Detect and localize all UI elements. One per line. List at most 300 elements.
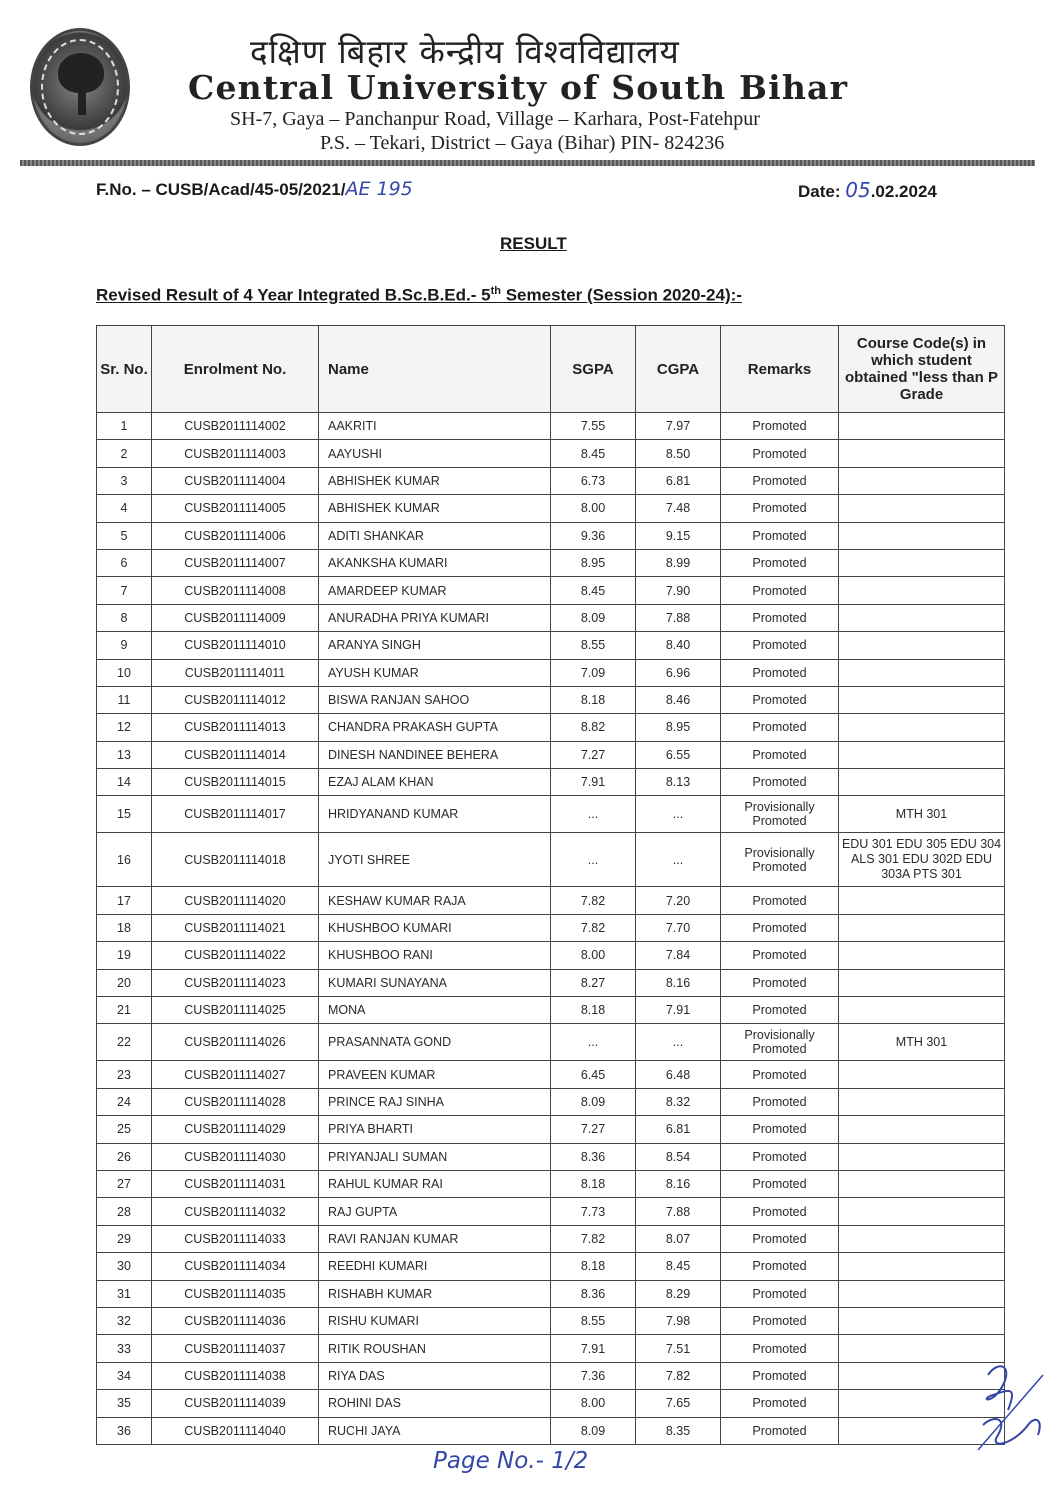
cell-cgpa: 7.51 xyxy=(636,1335,721,1362)
col-header-remarks: Remarks xyxy=(721,326,839,413)
cell-sgpa: 7.82 xyxy=(551,914,636,941)
handwritten-page-number: Page No.- 1/2 xyxy=(433,1448,589,1474)
cell-cgpa: 8.40 xyxy=(636,632,721,659)
cell-sgpa: 9.36 xyxy=(551,522,636,549)
cell-student-name: PRINCE RAJ SINHA xyxy=(319,1088,551,1115)
table-row xyxy=(97,1335,1005,1362)
cell-sr-no: 23 xyxy=(97,1061,152,1088)
cell-cgpa: 7.90 xyxy=(636,577,721,604)
cell-student-name: KUMARI SUNAYANA xyxy=(319,969,551,996)
cell-enrolment-no: CUSB2011114033 xyxy=(152,1225,319,1252)
cell-course-codes: MTH 301 xyxy=(839,1024,1005,1061)
cell-enrolment-no: CUSB2011114022 xyxy=(152,942,319,969)
cell-enrolment-no: CUSB2011114030 xyxy=(152,1143,319,1170)
cell-cgpa: 7.88 xyxy=(636,604,721,631)
cell-sr-no: 19 xyxy=(97,942,152,969)
cell-sgpa: ... xyxy=(551,796,636,833)
table-row xyxy=(97,522,1005,549)
file-number xyxy=(96,178,413,200)
cell-enrolment-no: CUSB2011114028 xyxy=(152,1088,319,1115)
cell-sr-no: 24 xyxy=(97,1088,152,1115)
cell-sr-no: 28 xyxy=(97,1198,152,1225)
cell-student-name: BISWA RANJAN SAHOO xyxy=(319,686,551,713)
table-header-row xyxy=(97,326,1005,413)
cell-sr-no: 21 xyxy=(97,997,152,1024)
cell-cgpa: 9.15 xyxy=(636,522,721,549)
cell-remarks: Promoted xyxy=(721,1170,839,1197)
cell-sgpa: 8.00 xyxy=(551,1390,636,1417)
table-row xyxy=(97,796,1005,833)
cell-sgpa: 7.55 xyxy=(551,413,636,440)
cell-enrolment-no: CUSB2011114003 xyxy=(152,440,319,467)
cell-enrolment-no: CUSB2011114035 xyxy=(152,1280,319,1307)
cell-cgpa: 8.95 xyxy=(636,714,721,741)
cell-course-codes xyxy=(839,997,1005,1024)
cell-remarks: Promoted xyxy=(721,969,839,996)
cell-remarks: Promoted xyxy=(721,440,839,467)
cell-sr-no: 20 xyxy=(97,969,152,996)
cell-sgpa: 8.18 xyxy=(551,1253,636,1280)
cell-course-codes xyxy=(839,1170,1005,1197)
cell-remarks: Provisionally Promoted xyxy=(721,796,839,833)
col-header-sr-no: Sr. No. xyxy=(97,326,152,413)
cell-student-name: ABHISHEK KUMAR xyxy=(319,467,551,494)
table-row xyxy=(97,1116,1005,1143)
cell-remarks: Promoted xyxy=(721,659,839,686)
cell-sgpa: 7.73 xyxy=(551,1198,636,1225)
cell-cgpa: 8.99 xyxy=(636,549,721,576)
cell-remarks: Promoted xyxy=(721,1198,839,1225)
cell-student-name: DINESH NANDINEE BEHERA xyxy=(319,741,551,768)
cell-student-name: RITIK ROUSHAN xyxy=(319,1335,551,1362)
cell-student-name: JYOTI SHREE xyxy=(319,833,551,887)
cell-student-name: PRIYA BHARTI xyxy=(319,1116,551,1143)
cell-sgpa: 8.18 xyxy=(551,997,636,1024)
cell-enrolment-no: CUSB2011114020 xyxy=(152,887,319,914)
table-row xyxy=(97,549,1005,576)
cell-sgpa: 7.36 xyxy=(551,1362,636,1389)
cell-sr-no: 17 xyxy=(97,887,152,914)
cell-course-codes xyxy=(839,1225,1005,1252)
table-row xyxy=(97,1417,1005,1444)
table-row xyxy=(97,1362,1005,1389)
date-label: Date: xyxy=(798,182,841,201)
cell-student-name: HRIDYANAND KUMAR xyxy=(319,796,551,833)
cell-cgpa: ... xyxy=(636,796,721,833)
cell-enrolment-no: CUSB2011114023 xyxy=(152,969,319,996)
col-header-cgpa: CGPA xyxy=(636,326,721,413)
cell-course-codes: EDU 301 EDU 305 EDU 304 ALS 301 EDU 302D EDU 303A PTS 301 xyxy=(839,833,1005,887)
table-row xyxy=(97,1225,1005,1252)
table-row xyxy=(97,1390,1005,1417)
cell-cgpa: ... xyxy=(636,833,721,887)
cell-course-codes xyxy=(839,1088,1005,1115)
cell-student-name: RISHABH KUMAR xyxy=(319,1280,551,1307)
cell-cgpa: 7.91 xyxy=(636,997,721,1024)
cell-cgpa: 7.20 xyxy=(636,887,721,914)
cell-student-name: ADITI SHANKAR xyxy=(319,522,551,549)
cell-enrolment-no: CUSB2011114018 xyxy=(152,833,319,887)
document-date xyxy=(798,178,937,202)
cell-cgpa: 7.82 xyxy=(636,1362,721,1389)
cell-cgpa: 8.07 xyxy=(636,1225,721,1252)
cell-student-name: REEDHI KUMARI xyxy=(319,1253,551,1280)
cell-remarks: Promoted xyxy=(721,495,839,522)
cell-sgpa: 8.18 xyxy=(551,1170,636,1197)
cell-course-codes xyxy=(839,549,1005,576)
cell-cgpa: 8.54 xyxy=(636,1143,721,1170)
cell-sr-no: 30 xyxy=(97,1253,152,1280)
cell-cgpa: 7.48 xyxy=(636,495,721,522)
cell-remarks: Promoted xyxy=(721,769,839,796)
cell-enrolment-no: CUSB2011114021 xyxy=(152,914,319,941)
cell-sgpa: 8.00 xyxy=(551,942,636,969)
cell-remarks: Promoted xyxy=(721,1088,839,1115)
address-line-1: SH-7, Gaya – Panchanpur Road, Village – Karhara, Post-Fatehpur xyxy=(230,108,760,130)
cell-sr-no: 16 xyxy=(97,833,152,887)
cell-cgpa: 8.29 xyxy=(636,1280,721,1307)
university-name-english: Central University of South Bihar xyxy=(188,68,849,107)
cell-remarks: Promoted xyxy=(721,1362,839,1389)
table-row xyxy=(97,1143,1005,1170)
cell-remarks: Promoted xyxy=(721,604,839,631)
cell-sgpa: 7.82 xyxy=(551,1225,636,1252)
table-row xyxy=(97,1253,1005,1280)
cell-course-codes xyxy=(839,887,1005,914)
cell-cgpa: 6.81 xyxy=(636,467,721,494)
cell-sr-no: 4 xyxy=(97,495,152,522)
cell-sgpa: ... xyxy=(551,1024,636,1061)
cell-remarks: Promoted xyxy=(721,522,839,549)
cell-remarks: Promoted xyxy=(721,741,839,768)
table-row xyxy=(97,1024,1005,1061)
cell-cgpa: 6.96 xyxy=(636,659,721,686)
cell-cgpa: 7.97 xyxy=(636,413,721,440)
cell-sr-no: 18 xyxy=(97,914,152,941)
cell-student-name: RUCHI JAYA xyxy=(319,1417,551,1444)
cell-enrolment-no: CUSB2011114014 xyxy=(152,741,319,768)
cell-sr-no: 25 xyxy=(97,1116,152,1143)
cell-remarks: Promoted xyxy=(721,1225,839,1252)
cell-sgpa: 8.09 xyxy=(551,604,636,631)
cell-course-codes xyxy=(839,632,1005,659)
table-row xyxy=(97,741,1005,768)
cell-sgpa: 7.91 xyxy=(551,769,636,796)
subtitle-text: Revised Result of 4 Year Integrated B.Sc.B.Ed.- 5 xyxy=(96,285,491,305)
cell-cgpa: 8.45 xyxy=(636,1253,721,1280)
cell-student-name: RIYA DAS xyxy=(319,1362,551,1389)
university-name-hindi: दक्षिण बिहार केन्द्रीय विश्वविद्यालय xyxy=(250,32,680,71)
cell-remarks: Promoted xyxy=(721,632,839,659)
cell-enrolment-no: CUSB2011114029 xyxy=(152,1116,319,1143)
cell-enrolment-no: CUSB2011114039 xyxy=(152,1390,319,1417)
cell-enrolment-no: CUSB2011114008 xyxy=(152,577,319,604)
cell-student-name: AKANKSHA KUMARI xyxy=(319,549,551,576)
cell-course-codes xyxy=(839,1143,1005,1170)
cell-sr-no: 15 xyxy=(97,796,152,833)
table-row xyxy=(97,914,1005,941)
cell-enrolment-no: CUSB2011114040 xyxy=(152,1417,319,1444)
result-table xyxy=(96,325,1005,1445)
university-seal-logo xyxy=(30,28,130,146)
subtitle-superscript: th xyxy=(490,285,501,297)
cell-remarks: Promoted xyxy=(721,1307,839,1334)
cell-student-name: PRAVEEN KUMAR xyxy=(319,1061,551,1088)
cell-sgpa: 7.27 xyxy=(551,741,636,768)
cell-sgpa: 8.36 xyxy=(551,1143,636,1170)
cell-sgpa: 7.82 xyxy=(551,887,636,914)
cell-cgpa: 8.46 xyxy=(636,686,721,713)
cell-remarks: Promoted xyxy=(721,1417,839,1444)
col-header-enrolment: Enrolment No. xyxy=(152,326,319,413)
cell-course-codes xyxy=(839,741,1005,768)
cell-enrolment-no: CUSB2011114009 xyxy=(152,604,319,631)
cell-remarks: Promoted xyxy=(721,1061,839,1088)
cell-cgpa: 6.55 xyxy=(636,741,721,768)
cell-student-name: MONA xyxy=(319,997,551,1024)
cell-sgpa: 6.45 xyxy=(551,1061,636,1088)
cell-cgpa: 8.50 xyxy=(636,440,721,467)
col-header-sgpa: SGPA xyxy=(551,326,636,413)
cell-enrolment-no: CUSB2011114011 xyxy=(152,659,319,686)
cell-sgpa: 8.55 xyxy=(551,632,636,659)
cell-cgpa: 6.81 xyxy=(636,1116,721,1143)
cell-sr-no: 27 xyxy=(97,1170,152,1197)
cell-student-name: RAJ GUPTA xyxy=(319,1198,551,1225)
cell-enrolment-no: CUSB2011114036 xyxy=(152,1307,319,1334)
cell-course-codes xyxy=(839,440,1005,467)
table-row xyxy=(97,1061,1005,1088)
cell-student-name: AYUSH KUMAR xyxy=(319,659,551,686)
cell-cgpa: 7.84 xyxy=(636,942,721,969)
cell-course-codes xyxy=(839,686,1005,713)
cell-cgpa: 8.16 xyxy=(636,1170,721,1197)
cell-course-codes xyxy=(839,769,1005,796)
cell-cgpa: 7.88 xyxy=(636,1198,721,1225)
table-row xyxy=(97,887,1005,914)
cell-sr-no: 34 xyxy=(97,1362,152,1389)
cell-student-name: AAKRITI xyxy=(319,413,551,440)
result-heading: RESULT xyxy=(500,234,567,253)
cell-course-codes xyxy=(839,1307,1005,1334)
cell-course-codes xyxy=(839,1280,1005,1307)
cell-enrolment-no: CUSB2011114027 xyxy=(152,1061,319,1088)
cell-course-codes: MTH 301 xyxy=(839,796,1005,833)
handwritten-signature xyxy=(958,1355,1048,1465)
cell-remarks: Promoted xyxy=(721,1143,839,1170)
cell-remarks: Promoted xyxy=(721,1280,839,1307)
cell-remarks: Promoted xyxy=(721,714,839,741)
cell-sr-no: 31 xyxy=(97,1280,152,1307)
cell-sgpa: 8.18 xyxy=(551,686,636,713)
cell-sgpa: ... xyxy=(551,833,636,887)
cell-sr-no: 1 xyxy=(97,413,152,440)
cell-remarks: Promoted xyxy=(721,997,839,1024)
cell-enrolment-no: CUSB2011114037 xyxy=(152,1335,319,1362)
cell-remarks: Promoted xyxy=(721,577,839,604)
cell-sgpa: 8.95 xyxy=(551,549,636,576)
address-line-2: P.S. – Tekari, District – Gaya (Bihar) PIN- 824236 xyxy=(320,132,725,154)
cell-course-codes xyxy=(839,577,1005,604)
table-row xyxy=(97,1280,1005,1307)
col-header-course-codes: Course Code(s) in which student obtained "less than P Grade xyxy=(839,326,1005,413)
cell-student-name: ANURADHA PRIYA KUMARI xyxy=(319,604,551,631)
col-header-name: Name xyxy=(319,326,551,413)
cell-remarks: Provisionally Promoted xyxy=(721,833,839,887)
cell-remarks: Promoted xyxy=(721,887,839,914)
cell-student-name: RAHUL KUMAR RAI xyxy=(319,1170,551,1197)
table-row xyxy=(97,942,1005,969)
cell-enrolment-no: CUSB2011114012 xyxy=(152,686,319,713)
cell-student-name: EZAJ ALAM KHAN xyxy=(319,769,551,796)
cell-student-name: AMARDEEP KUMAR xyxy=(319,577,551,604)
cell-remarks: Provisionally Promoted xyxy=(721,1024,839,1061)
cell-enrolment-no: CUSB2011114013 xyxy=(152,714,319,741)
table-row xyxy=(97,969,1005,996)
cell-cgpa: 8.16 xyxy=(636,969,721,996)
cell-sr-no: 14 xyxy=(97,769,152,796)
cell-course-codes xyxy=(839,1198,1005,1225)
cell-enrolment-no: CUSB2011114005 xyxy=(152,495,319,522)
table-row xyxy=(97,632,1005,659)
table-row xyxy=(97,467,1005,494)
cell-sgpa: 8.00 xyxy=(551,495,636,522)
date-handwritten-day: 05 xyxy=(845,178,871,202)
cell-sr-no: 7 xyxy=(97,577,152,604)
table-row xyxy=(97,686,1005,713)
cell-enrolment-no: CUSB2011114006 xyxy=(152,522,319,549)
cell-sr-no: 33 xyxy=(97,1335,152,1362)
cell-enrolment-no: CUSB2011114032 xyxy=(152,1198,319,1225)
cell-course-codes xyxy=(839,969,1005,996)
cell-cgpa: 8.35 xyxy=(636,1417,721,1444)
cell-course-codes xyxy=(839,914,1005,941)
cell-course-codes xyxy=(839,714,1005,741)
cell-remarks: Promoted xyxy=(721,467,839,494)
cell-sr-no: 8 xyxy=(97,604,152,631)
cell-sr-no: 12 xyxy=(97,714,152,741)
cell-sgpa: 8.55 xyxy=(551,1307,636,1334)
cell-course-codes xyxy=(839,1253,1005,1280)
cell-course-codes xyxy=(839,467,1005,494)
table-row xyxy=(97,714,1005,741)
letterhead-divider xyxy=(20,160,1035,166)
cell-enrolment-no: CUSB2011114034 xyxy=(152,1253,319,1280)
cell-cgpa: 6.48 xyxy=(636,1061,721,1088)
cell-course-codes xyxy=(839,495,1005,522)
cell-student-name: ABHISHEK KUMAR xyxy=(319,495,551,522)
cell-student-name: KHUSHBOO RANI xyxy=(319,942,551,969)
cell-student-name: CHANDRA PRAKASH GUPTA xyxy=(319,714,551,741)
table-row xyxy=(97,1170,1005,1197)
cell-course-codes xyxy=(839,604,1005,631)
cell-sr-no: 5 xyxy=(97,522,152,549)
cell-sr-no: 3 xyxy=(97,467,152,494)
cell-sgpa: 8.45 xyxy=(551,440,636,467)
cell-remarks: Promoted xyxy=(721,549,839,576)
cell-student-name: ARANYA SINGH xyxy=(319,632,551,659)
cell-sr-no: 2 xyxy=(97,440,152,467)
cell-enrolment-no: CUSB2011114002 xyxy=(152,413,319,440)
cell-sr-no: 26 xyxy=(97,1143,152,1170)
cell-sr-no: 35 xyxy=(97,1390,152,1417)
cell-sr-no: 36 xyxy=(97,1417,152,1444)
cell-sgpa: 8.45 xyxy=(551,577,636,604)
cell-cgpa: 7.98 xyxy=(636,1307,721,1334)
cell-sgpa: 8.36 xyxy=(551,1280,636,1307)
cell-student-name: RAVI RANJAN KUMAR xyxy=(319,1225,551,1252)
cell-enrolment-no: CUSB2011114010 xyxy=(152,632,319,659)
file-number-label: F.No. – CUSB/Acad/45-05/2021/ xyxy=(96,180,346,199)
date-rest: .02.2024 xyxy=(870,182,937,201)
table-row xyxy=(97,577,1005,604)
cell-sgpa: 8.27 xyxy=(551,969,636,996)
cell-enrolment-no: CUSB2011114007 xyxy=(152,549,319,576)
table-row xyxy=(97,413,1005,440)
table-row xyxy=(97,1198,1005,1225)
cell-course-codes xyxy=(839,1061,1005,1088)
cell-sr-no: 29 xyxy=(97,1225,152,1252)
cell-sgpa: 7.27 xyxy=(551,1116,636,1143)
table-row xyxy=(97,1088,1005,1115)
cell-enrolment-no: CUSB2011114026 xyxy=(152,1024,319,1061)
cell-enrolment-no: CUSB2011114038 xyxy=(152,1362,319,1389)
cell-sgpa: 8.82 xyxy=(551,714,636,741)
cell-sr-no: 22 xyxy=(97,1024,152,1061)
cell-cgpa: 8.13 xyxy=(636,769,721,796)
cell-course-codes xyxy=(839,1116,1005,1143)
cell-student-name: ROHINI DAS xyxy=(319,1390,551,1417)
cell-remarks: Promoted xyxy=(721,1335,839,1362)
cell-cgpa: 8.32 xyxy=(636,1088,721,1115)
cell-remarks: Promoted xyxy=(721,942,839,969)
cell-course-codes xyxy=(839,659,1005,686)
cell-sr-no: 32 xyxy=(97,1307,152,1334)
cell-remarks: Promoted xyxy=(721,1116,839,1143)
cell-sgpa: 6.73 xyxy=(551,467,636,494)
result-subtitle xyxy=(96,285,742,306)
cell-enrolment-no: CUSB2011114025 xyxy=(152,997,319,1024)
cell-remarks: Promoted xyxy=(721,1253,839,1280)
cell-student-name: PRASANNATA GOND xyxy=(319,1024,551,1061)
cell-course-codes xyxy=(839,413,1005,440)
cell-sgpa: 8.09 xyxy=(551,1417,636,1444)
cell-student-name: KESHAW KUMAR RAJA xyxy=(319,887,551,914)
table-row xyxy=(97,495,1005,522)
table-row xyxy=(97,997,1005,1024)
cell-remarks: Promoted xyxy=(721,686,839,713)
cell-student-name: PRIYANJALI SUMAN xyxy=(319,1143,551,1170)
cell-student-name: KHUSHBOO KUMARI xyxy=(319,914,551,941)
cell-student-name: AAYUSHI xyxy=(319,440,551,467)
cell-sr-no: 10 xyxy=(97,659,152,686)
table-row xyxy=(97,1307,1005,1334)
cell-student-name: RISHU KUMARI xyxy=(319,1307,551,1334)
table-row xyxy=(97,440,1005,467)
cell-course-codes xyxy=(839,522,1005,549)
table-row xyxy=(97,604,1005,631)
cell-sgpa: 7.09 xyxy=(551,659,636,686)
cell-enrolment-no: CUSB2011114031 xyxy=(152,1170,319,1197)
cell-course-codes xyxy=(839,942,1005,969)
cell-remarks: Promoted xyxy=(721,914,839,941)
file-number-handwritten: AE 195 xyxy=(345,178,413,200)
cell-sr-no: 13 xyxy=(97,741,152,768)
cell-enrolment-no: CUSB2011114004 xyxy=(152,467,319,494)
cell-sgpa: 7.91 xyxy=(551,1335,636,1362)
table-row xyxy=(97,769,1005,796)
subtitle-text-tail: Semester (Session 2020-24):- xyxy=(501,285,742,305)
